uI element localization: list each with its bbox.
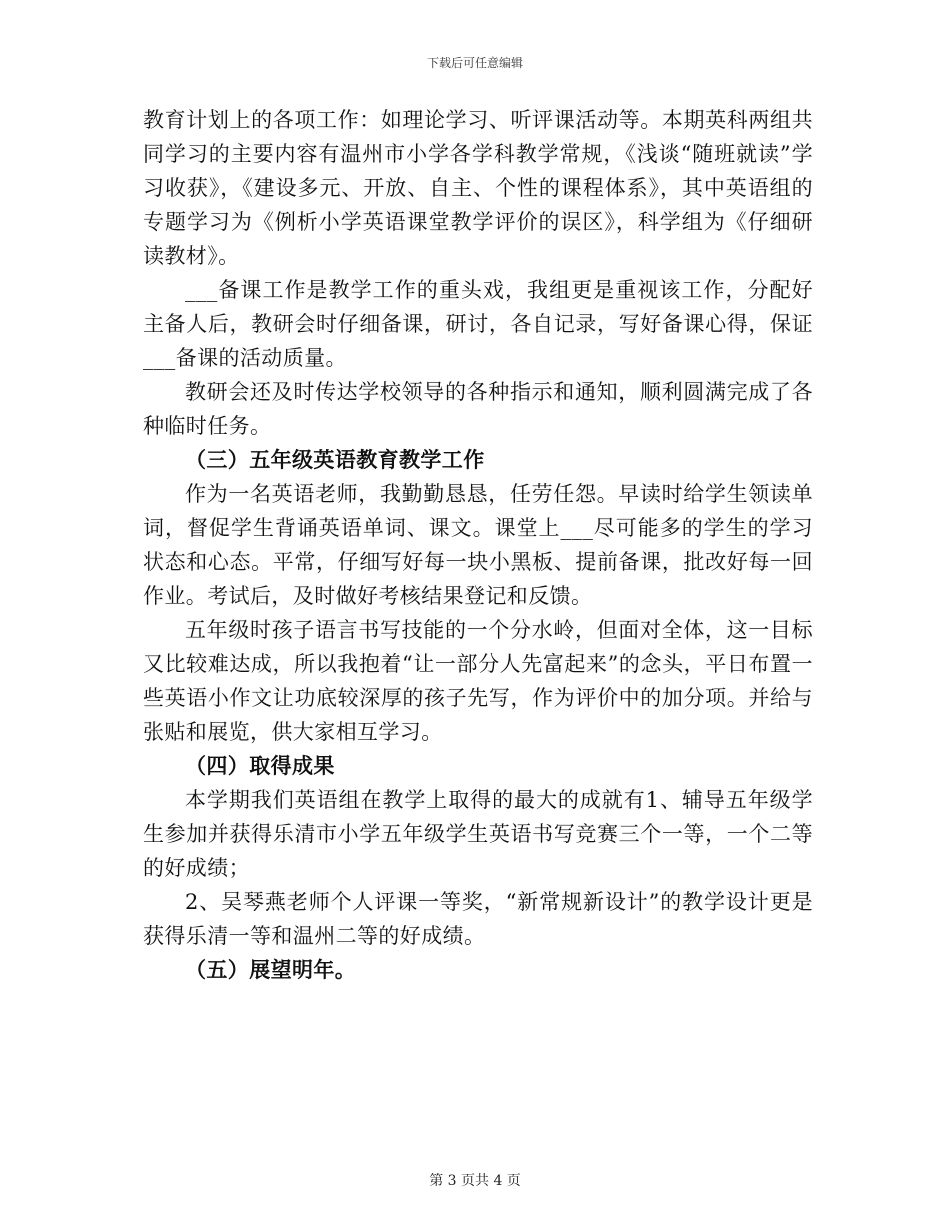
document-body [143, 103, 813, 987]
paragraph-lesson-preparation: ___备课工作是教学工作的重头戏，我组更是重视该工作，分配好主备人后，教研会时仔细备课，研讨，各自记录，写好备课心得，保证___备课的活动质量。 [143, 278, 813, 370]
section-heading-4: （四）取得成果 [185, 753, 335, 778]
paragraph-achievement-2: 2、吴琴燕老师个人评课一等奖，“新常规新设计”的教学设计更是获得乐清一等和温州二等的好成绩。 [143, 890, 813, 948]
section-heading-3: （三）五年级英语教育教学工作 [185, 447, 485, 472]
paragraph-achievement-1: 本学期我们英语组在教学上取得的最大的成就有1、辅导五年级学生参加并获得乐清市小学五年级学生英语书写竞赛三个一等，一个二等的好成绩； [143, 788, 813, 880]
section-heading-5: （五）展望明年。 [185, 957, 357, 982]
paragraph-notices: 教研会还及时传达学校领导的各种指示和通知，顺利圆满完成了各种临时任务。 [143, 380, 813, 438]
paragraph-teaching-work: 作为一名英语老师，我勤勤恳恳，任劳任怨。早读时给学生领读单词，督促学生背诵英语单词、课文。课堂上___尽可能多的学生的学习状态和心态。平常，仔细写好每一块小黑板、提前备课，批改好每一回作业。考试后，及时做好考核结果登记和反馈。 [143, 482, 813, 608]
paragraph-writing-skills: 五年级时孩子语言书写技能的一个分水岭，但面对全体，这一目标又比较难达成，所以我抱着“让一部分人先富起来”的念头，平日布置一些英语小作文让功底较深厚的孩子先写，作为评价中的加分项。并给与张贴和展览，供大家相互学习。 [143, 618, 813, 744]
page-header: 下载后可任意编辑 [426, 56, 523, 70]
page-footer: 第 3 页共 4 页 [429, 1173, 521, 1189]
paragraph-continuation: 教育计划上的各项工作：如理论学习、听评课活动等。本期英科两组共同学习的主要内容有温州市小学各学科教学常规，《浅谈“随班就读”学习收获》，《建设多元、开放、自主、个性的课程体系》，其中英语组的专题学习为《例析小学英语课堂教学评价的误区》，科学组为《仔细研读教材》。 [143, 108, 813, 268]
